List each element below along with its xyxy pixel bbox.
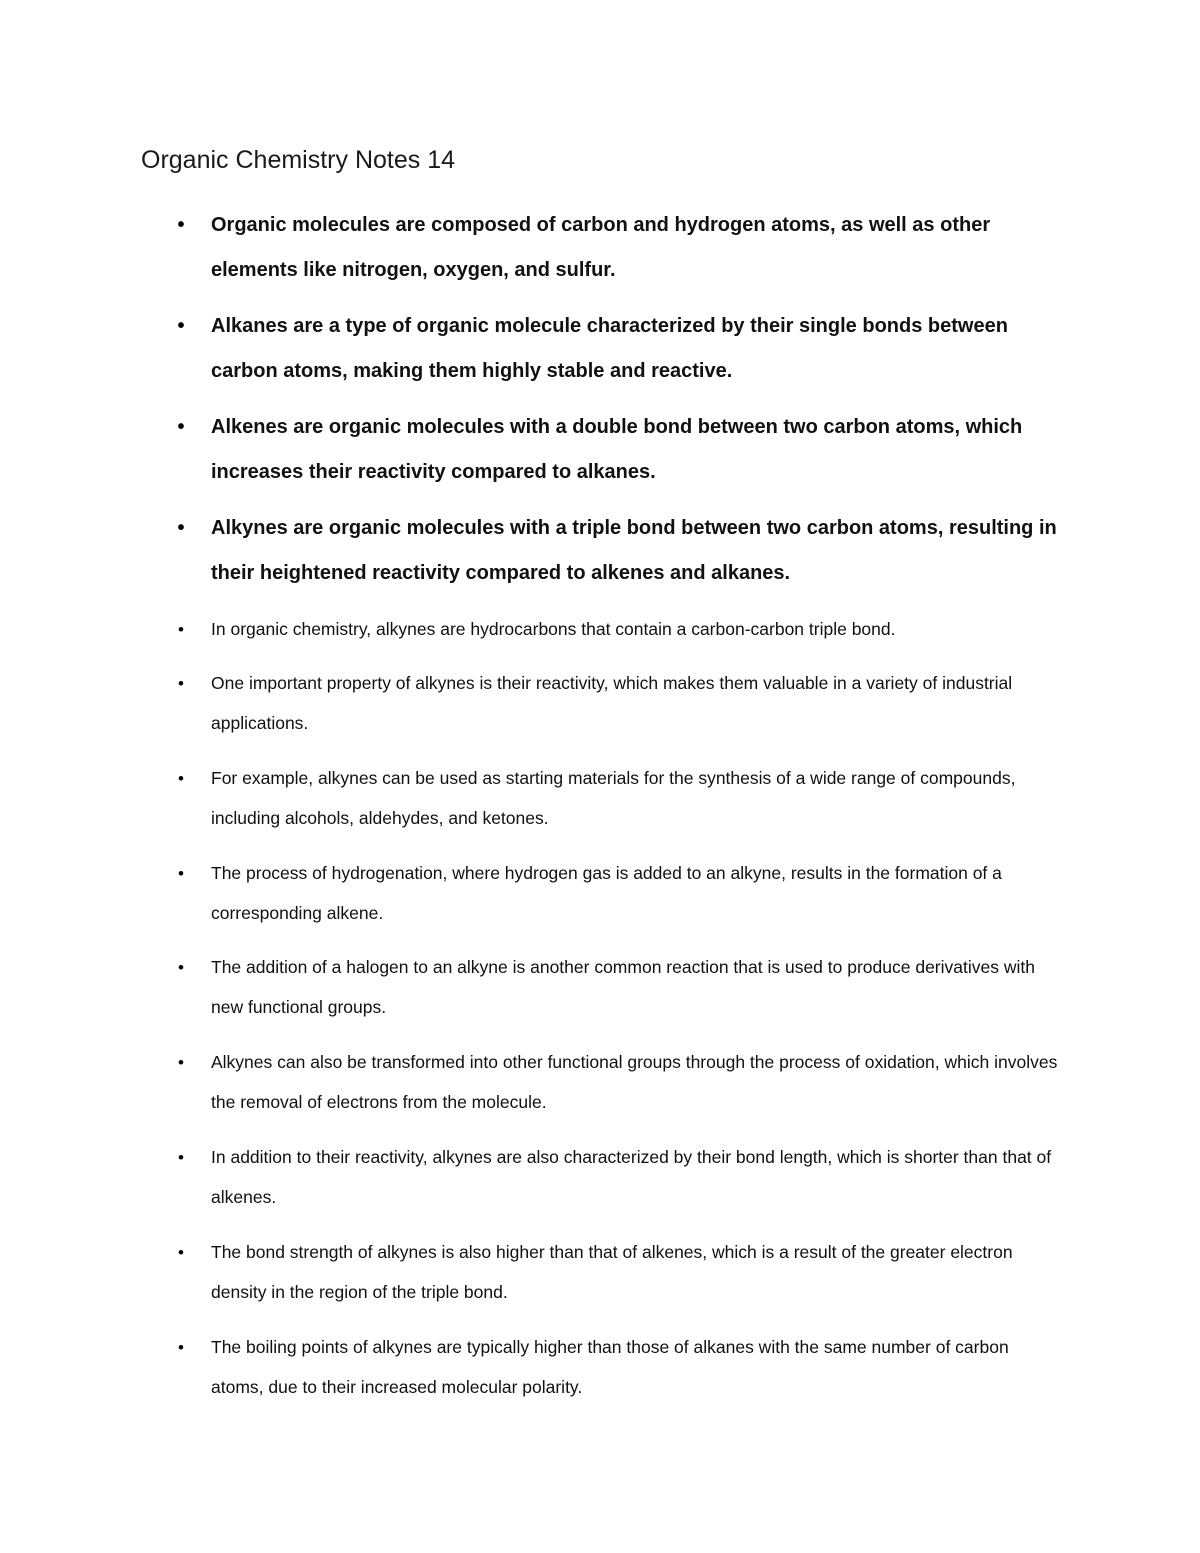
list-item bbox=[178, 759, 1061, 838]
bullet-icon: • bbox=[177, 517, 185, 539]
list-item-text: The addition of a halogen to an alkyne is another common reaction that is used to produce derivatives with new functional groups. bbox=[211, 957, 1035, 1017]
list-item bbox=[178, 1043, 1061, 1122]
list-item bbox=[177, 506, 1061, 596]
list-item-text: Alkenes are organic molecules with a double bond between two carbon atoms, which increases their reactivity compared to alkanes. bbox=[211, 416, 1023, 483]
document-title: Organic Chemistry Notes 14 bbox=[141, 146, 456, 174]
list-item bbox=[178, 1233, 1061, 1312]
list-item-text: Alkynes are organic molecules with a triple bond between two carbon atoms, resulting in their heightened reactivity compared to alkenes and alkanes. bbox=[211, 517, 1057, 584]
list-item-text: The bond strength of alkynes is also higher than that of alkenes, which is a result of the greater electron density in the region of the triple bond. bbox=[211, 1242, 1013, 1302]
list-item-text: One important property of alkynes is their reactivity, which makes them valuable in a variety of industrial applications. bbox=[211, 673, 1013, 733]
bullet-icon: • bbox=[178, 1053, 184, 1072]
list-item bbox=[178, 664, 1061, 743]
list-item bbox=[178, 948, 1061, 1027]
list-item bbox=[178, 1138, 1061, 1217]
list-item-text: The process of hydrogenation, where hydrogen gas is added to an alkyne, results in the formation of a corresponding alkene. bbox=[211, 863, 1002, 923]
bullet-icon: • bbox=[178, 674, 184, 693]
list-item-text: The boiling points of alkynes are typically higher than those of alkanes with the same number of carbon atoms, due to their increased molecular polarity. bbox=[211, 1337, 1009, 1397]
list-item bbox=[178, 610, 1061, 650]
list-item bbox=[178, 1328, 1061, 1407]
bullet-icon: • bbox=[177, 315, 185, 337]
list-item-text: In organic chemistry, alkynes are hydrocarbons that contain a carbon-carbon triple bond. bbox=[211, 619, 896, 639]
bullet-icon: • bbox=[177, 214, 185, 236]
list-item-text: For example, alkynes can be used as starting materials for the synthesis of a wide range of compounds, including alcohols, aldehydes, and ketones. bbox=[211, 768, 1016, 828]
bullet-icon: • bbox=[177, 416, 185, 438]
list-item bbox=[178, 854, 1061, 933]
bullet-icon: • bbox=[178, 769, 184, 788]
bullet-icon: • bbox=[178, 864, 184, 883]
bullet-icon: • bbox=[178, 958, 184, 977]
list-item-text: Organic molecules are composed of carbon and hydrogen atoms, as well as other elements like nitrogen, oxygen, and sulfur. bbox=[211, 214, 991, 281]
list-item bbox=[177, 405, 1061, 495]
bullet-icon: • bbox=[178, 620, 184, 639]
list-item-text: Alkynes can also be transformed into other functional groups through the process of oxidation, which involves the removal of electrons from the molecule. bbox=[211, 1052, 1058, 1112]
list-item-text: Alkanes are a type of organic molecule characterized by their single bonds between carbon atoms, making them highly stable and reactive. bbox=[211, 315, 1008, 382]
bullet-icon: • bbox=[178, 1148, 184, 1167]
list-item-text: In addition to their reactivity, alkynes are also characterized by their bond length, which is shorter than that of alkenes. bbox=[211, 1147, 1052, 1207]
list-item bbox=[177, 304, 1061, 394]
list-item bbox=[177, 203, 1061, 293]
bullet-icon: • bbox=[178, 1338, 184, 1357]
bullet-icon: • bbox=[178, 1243, 184, 1262]
